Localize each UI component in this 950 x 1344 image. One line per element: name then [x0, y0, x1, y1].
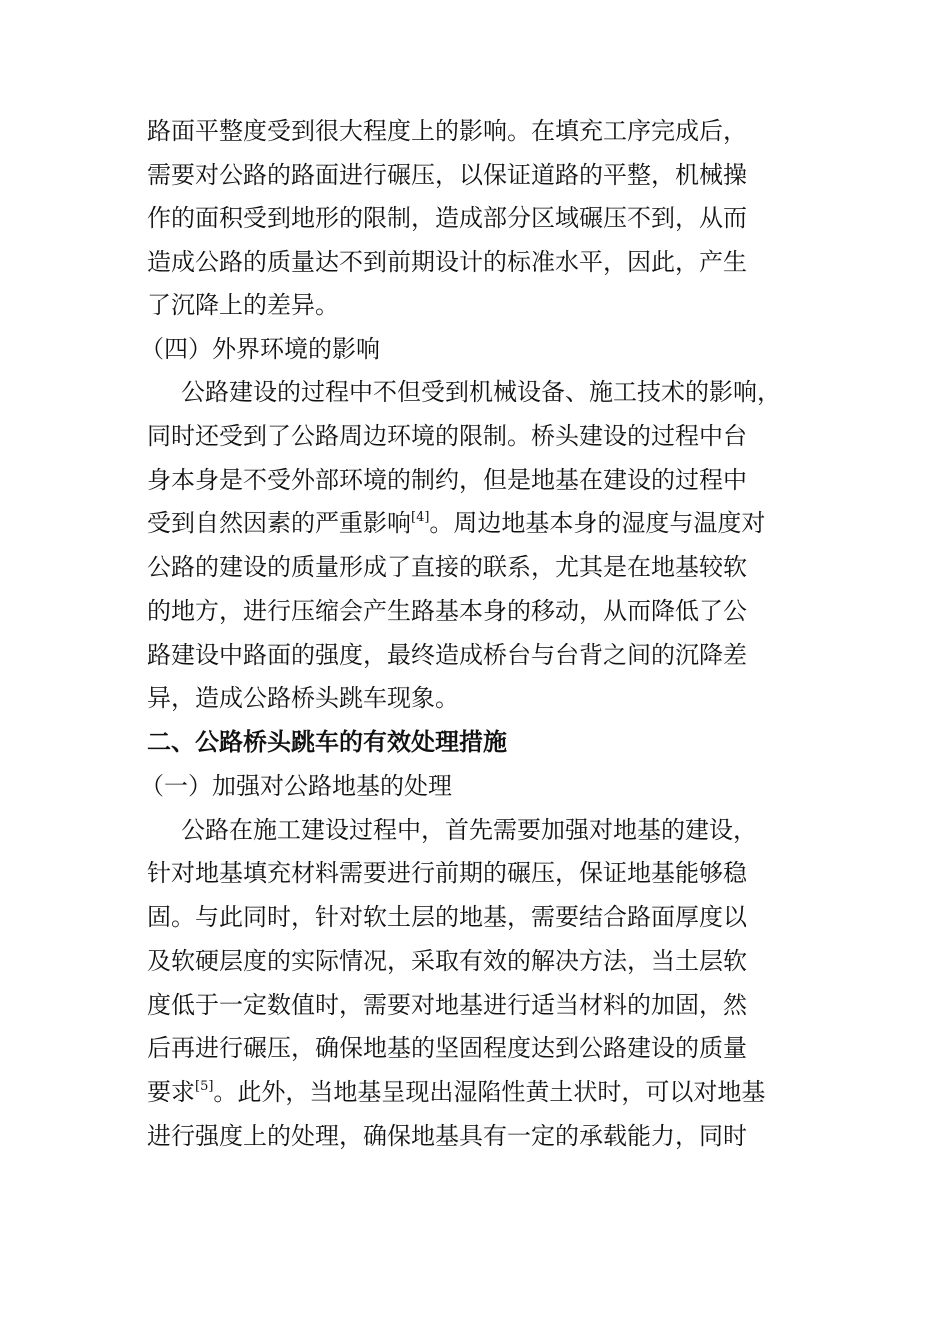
text-segment: 受到自然因素的严重影响	[147, 509, 411, 537]
citation-ref: [5]	[195, 1079, 214, 1094]
paragraph-line: 及软硬层度的实际情况，采取有效的解决方法，当土层软	[147, 947, 747, 975]
paragraph-line: 了沉降上的差异。	[147, 291, 339, 319]
paragraph-line: 同时还受到了公路周边环境的限制。桥头建设的过程中台	[147, 422, 747, 450]
section-heading: 二、公路桥头跳车的有效处理措施	[147, 728, 507, 756]
paragraph-line: 度低于一定数值时，需要对地基进行适当材料的加固，然	[147, 991, 747, 1019]
paragraph-line: 公路建设的过程中不但受到机械设备、施工技术的影响，	[181, 378, 781, 406]
paragraph-line	[147, 508, 765, 538]
paragraph-line: 造成公路的质量达不到前期设计的标准水平，因此，产生	[147, 248, 747, 276]
paragraph-line: 身本身是不受外部环境的制约，但是地基在建设的过程中	[147, 466, 747, 494]
paragraph-line: 进行强度上的处理，确保地基具有一定的承载能力，同时	[147, 1122, 747, 1150]
paragraph-line: 固。与此同时，针对软土层的地基，需要结合路面厚度以	[147, 903, 747, 931]
paragraph-line: 公路的建设的质量形成了直接的联系，尤其是在地基较软	[147, 553, 747, 581]
paragraph-line: 路面平整度受到很大程度上的影响。在填充工序完成后，	[147, 117, 747, 145]
paragraph-line: 后再进行碾压，确保地基的坚固程度达到公路建设的质量	[147, 1034, 747, 1062]
text-segment: 。周边地基本身的湿度与温度对	[429, 509, 766, 537]
paragraph-line: 作的面积受到地形的限制，造成部分区域碾压不到，从而	[147, 204, 747, 232]
paragraph-line: 需要对公路的路面进行碾压，以保证道路的平整，机械操	[147, 161, 747, 189]
paragraph-line: 异，造成公路桥头跳车现象。	[147, 684, 459, 712]
paragraph-line: 的地方，进行压缩会产生路基本身的移动，从而降低了公	[147, 597, 747, 625]
paragraph-line	[147, 1077, 765, 1107]
section-subheading: （一）加强对公路地基的处理	[140, 772, 452, 800]
text-segment: 。此外，当地基呈现出湿陷性黄土状时，可以对地基	[213, 1078, 766, 1106]
paragraph-line: 针对地基填充材料需要进行前期的碾压，保证地基能够稳	[147, 859, 747, 887]
text-segment: 要求	[147, 1078, 195, 1106]
citation-ref: [4]	[411, 510, 430, 525]
paragraph-line: 路建设中路面的强度，最终造成桥台与台背之间的沉降差	[147, 641, 747, 669]
paragraph-line: 公路在施工建设过程中，首先需要加强对地基的建设，	[181, 816, 757, 844]
section-subheading: （四）外界环境的影响	[140, 335, 380, 363]
